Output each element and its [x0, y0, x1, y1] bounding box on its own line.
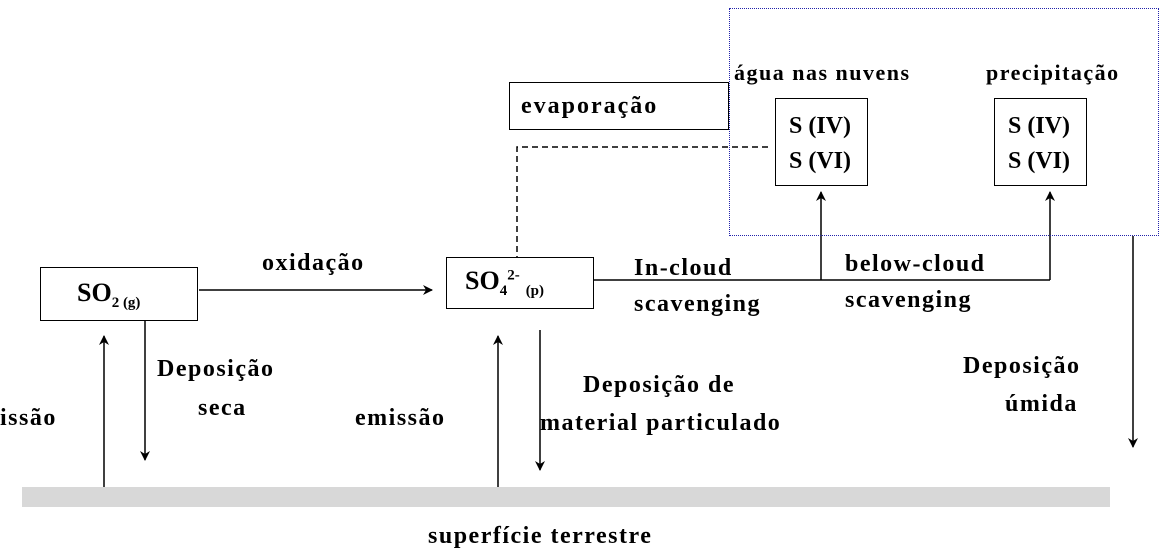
evaporation-label: evaporação: [521, 93, 659, 119]
precipitation-label: precipitação: [986, 60, 1120, 85]
so2-label: $SO_{2 (g)}$: [77, 278, 141, 312]
cloud-s-iv: S (IV): [789, 113, 852, 139]
so4-label: $SO_4^{2-}_{(p)}$: [465, 266, 545, 300]
particulate-deposition-line1: Deposição de: [583, 372, 735, 398]
below-cloud-line2: scavenging: [845, 287, 973, 313]
in-cloud-line1: In-cloud: [634, 255, 733, 281]
ground-label: superfície terrestre: [428, 523, 653, 549]
precip-sulfur-box: [994, 98, 1087, 186]
emission-left-label: issão: [0, 405, 57, 431]
in-cloud-line2: scavenging: [634, 291, 762, 317]
so2-box: [40, 267, 198, 321]
wet-deposition-line1: Deposição: [963, 353, 1081, 379]
precip-s-iv: S (IV): [1008, 113, 1071, 139]
particulate-deposition-line2: material particulado: [540, 410, 782, 436]
so4-box: [446, 257, 594, 309]
cloud-s-vi: S (VI): [789, 148, 852, 174]
cloud-sulfur-box: [775, 98, 868, 186]
emission-mid-label: emissão: [355, 405, 446, 431]
dry-deposition-line1: Deposição: [157, 356, 275, 382]
precip-s-vi: S (VI): [1008, 148, 1071, 174]
dry-deposition-line2: seca: [198, 395, 247, 421]
ground-surface: [22, 487, 1110, 507]
below-cloud-line1: below-cloud: [845, 251, 986, 277]
evaporation-box: [509, 82, 729, 130]
wet-deposition-line2: úmida: [1005, 391, 1078, 417]
cloud-water-label: água nas nuvens: [734, 60, 911, 85]
oxidation-label: oxidação: [262, 250, 365, 276]
